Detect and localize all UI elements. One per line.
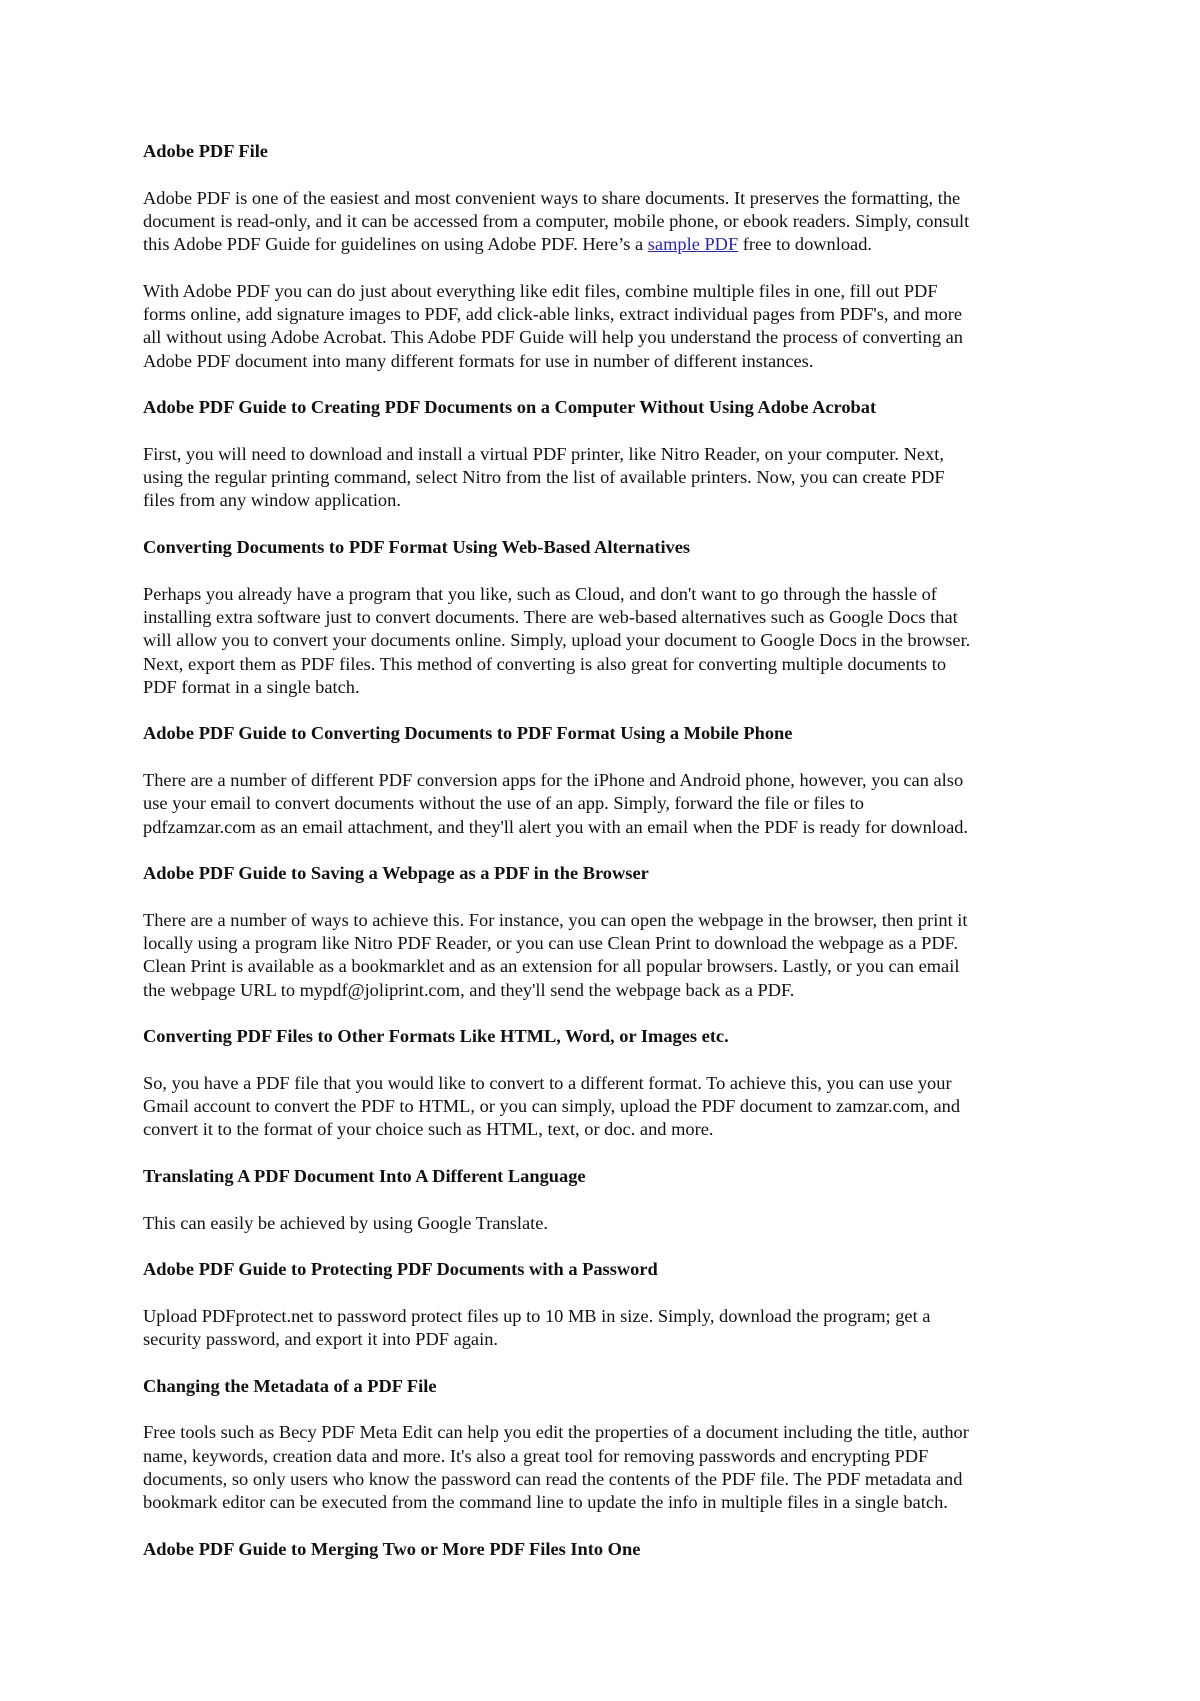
sample-pdf-link[interactable]: sample PDF (647, 234, 739, 255)
section-heading: Adobe PDF Guide to Protecting PDF Documents with a Password (143, 1259, 658, 1280)
section-paragraph (143, 1421, 1143, 1514)
paragraph-line: Gmail account to convert the PDF to HTML, or you can simply, upload the PDF document to zamzar.com, and (143, 1096, 961, 1117)
paragraph-line: Adobe PDF is one of the easiest and most convenient ways to share documents. It preserves the formatting, the (143, 187, 961, 208)
paragraph-line: Clean Print is available as a bookmarklet and as an extension for all popular browsers. Lastly, or you can email (143, 956, 960, 977)
paragraph-line: So, you have a PDF file that you would like to convert to a different format. To achieve this, you can use your (143, 1072, 952, 1093)
document-section (143, 396, 1143, 512)
paragraph-line: forms online, add signature images to PDF, add click-able links, extract individual pages from PDF's, and more (143, 304, 963, 325)
section-heading: Adobe PDF Guide to Creating PDF Documents on a Computer Without Using Adobe Acrobat (143, 397, 877, 418)
section-heading: Adobe PDF Guide to Converting Documents to PDF Format Using a Mobile Phone (143, 723, 793, 744)
paragraph-line (143, 233, 1143, 256)
section-paragraph (143, 583, 1143, 699)
section-heading: Adobe PDF Guide to Merging Two or More PDF Files Into One (143, 1538, 641, 1559)
paragraph-line: the webpage URL to mypdf@joliprint.com, and they'll send the webpage back as a PDF. (143, 979, 795, 1000)
document-sections (143, 396, 1143, 1561)
paragraph-line: document is read-only, and it can be accessed from a computer, mobile phone, or ebook readers. Simply, consult (143, 210, 970, 231)
paragraph-line: all without using Adobe Acrobat. This Adobe PDF Guide will help you understand the process of converting an (143, 327, 963, 348)
section-heading: Converting Documents to PDF Format Using Web-Based Alternatives (143, 537, 691, 558)
document-section (143, 1165, 1143, 1235)
paragraph-line: Free tools such as Becy PDF Meta Edit can help you edit the properties of a document including the title, author (143, 1422, 969, 1443)
paragraph-line: Adobe PDF document into many different formats for use in number of different instances. (143, 350, 814, 371)
section-paragraph (143, 1305, 1143, 1352)
paragraph-line: There are a number of different PDF conversion apps for the iPhone and Android phone, however, you can also (143, 770, 964, 791)
paragraph-line: First, you will need to download and install a virtual PDF printer, like Nitro Reader, on your computer. Next, (143, 443, 944, 464)
line-text: this Adobe PDF Guide for guidelines on using Adobe PDF. Here’s a (143, 234, 648, 255)
paragraph-line: bookmark editor can be executed from the command line to update the info in multiple files in a single batch. (143, 1492, 948, 1513)
paragraph-line: installing extra software just to convert documents. There are web-based alternatives such as Google Docs that (143, 606, 958, 627)
paragraph-line: With Adobe PDF you can do just about everything like edit files, combine multiple files in one, fill out PDF (143, 280, 938, 301)
paragraph-line: security password, and export it into PDF again. (143, 1329, 498, 1350)
document-section (143, 1375, 1143, 1515)
intro-paragraph (143, 187, 1143, 257)
paragraph-line: PDF format in a single batch. (143, 676, 360, 697)
section-paragraph (143, 769, 1143, 839)
paragraph-line: Upload PDFprotect.net to password protect files up to 10 MB in size. Simply, download the program; get a (143, 1305, 931, 1326)
section-paragraph (143, 1072, 1143, 1142)
paragraph-line: use your email to convert documents without the use of an app. Simply, forward the file or files to (143, 793, 864, 814)
paragraph-line: locally using a program like Nitro PDF Reader, or you can use Clean Print to download the webpage as a PDF. (143, 933, 958, 954)
paragraph-line: name, keywords, creation data and more. It's also a great tool for removing passwords and encrypting PDF (143, 1445, 929, 1466)
section-heading: Changing the Metadata of a PDF File (143, 1375, 437, 1396)
document-section (143, 1025, 1143, 1141)
document-page (143, 140, 1143, 1584)
document-section (143, 1258, 1143, 1351)
document-section (143, 536, 1143, 699)
paragraph-line: documents, so only users who know the password can read the contents of the PDF file. The PDF metadata and (143, 1468, 963, 1489)
paragraph-line: files from any window application. (143, 490, 401, 511)
section-heading: Converting PDF Files to Other Formats Like HTML, Word, or Images etc. (143, 1026, 729, 1047)
paragraph-line: This can easily be achieved by using Google Translate. (143, 1212, 549, 1233)
paragraph-line: There are a number of ways to achieve this. For instance, you can open the webpage in the browser, then print it (143, 909, 968, 930)
section-heading: Adobe PDF Guide to Saving a Webpage as a PDF in the Browser (143, 863, 649, 884)
section-heading: Translating A PDF Document Into A Different Language (143, 1166, 586, 1187)
section-paragraph (143, 1212, 1143, 1235)
paragraph-line: pdfzamzar.com as an email attachment, and they'll alert you with an email when the PDF is ready for download. (143, 816, 969, 837)
paragraph-line: convert it to the format of your choice such as HTML, text, or doc. and more. (143, 1119, 714, 1140)
paragraph-line: will allow you to convert your documents online. Simply, upload your document to Google Docs in the browser. (143, 630, 971, 651)
document-section (143, 722, 1143, 838)
overview-paragraph (143, 280, 1143, 373)
document-section (143, 1538, 1143, 1561)
section-paragraph (143, 909, 1143, 1002)
paragraph-line: Perhaps you already have a program that you like, such as Cloud, and don't want to go through the hassle of (143, 583, 937, 604)
line-text: free to download. (738, 234, 873, 255)
paragraph-line: using the regular printing command, select Nitro from the list of available printers. Now, you can create PDF (143, 467, 945, 488)
section-paragraph (143, 443, 1143, 513)
document-section (143, 862, 1143, 1002)
paragraph-line: Next, export them as PDF files. This method of converting is also great for converting multiple documents to (143, 653, 947, 674)
document-title: Adobe PDF File (143, 141, 268, 161)
